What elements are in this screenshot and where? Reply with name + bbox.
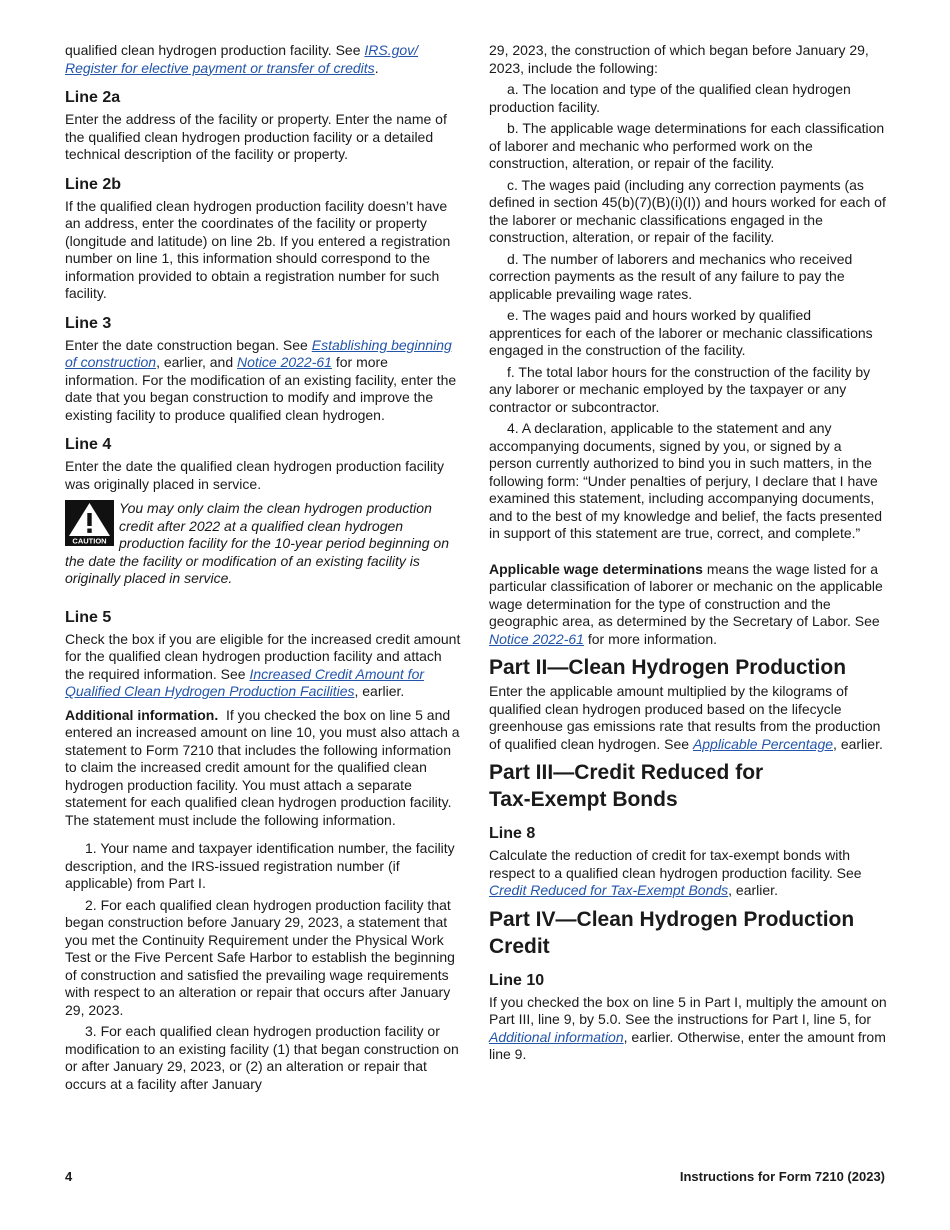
applicable-wage-determinations: Applicable wage determinations means the wage listed for a particular classification of laborer or mechanic on the applicable wage determination for the type of construction and the geographic area, as determined by the Secretary of Labor. See Notice 2022-61 for more information. [489, 560, 883, 647]
page-number: 4 [65, 1169, 73, 1184]
heading-part-4: Part IV—Clean Hydrogen Production Credit [489, 907, 855, 958]
line-2b-text: If the qualified clean hydrogen production facility doesn’t have an address, enter the coordinates of the facility or property (longitude and latitude) on line 2b. If you entered a registration number on line 1, this information should correspond to the information provided to obtain a registration number for such facility. [65, 197, 451, 301]
line-5-text: Check the box if you are eligible for the increased credit amount for the qualified clean hydrogen production facility and attach the required information. See Increased Credit Amount for Qualified Clean Hydrogen Production Facilities, earlier. [65, 630, 461, 699]
link-applicable-percentage[interactable]: Applicable Percentage [692, 735, 834, 752]
caution-note [65, 500, 463, 588]
list-item: 1. Your name and taxpayer identification number, the facility description, and the IRS-issued registration number (if applicable) from Part I. [65, 840, 455, 891]
sub-item-b: b. The applicable wage determinations for each classification of laborer and mechanic who performed work on the construction, alteration, or repair of the facility. [489, 120, 885, 171]
heading-line-4: Line 4 [65, 436, 112, 453]
line-2a-text: Enter the address of the facility or property. Enter the name of the qualified clean hydrogen production facility or a detailed technical description of the facility or property. [65, 111, 447, 162]
sub-item-d: d. The number of laborers and mechanics who received correction payments as the result of any failure to pay the applicable prevailing wage rates. [489, 250, 853, 302]
left-column [65, 42, 463, 1093]
link-notice-2022-61[interactable]: Notice 2022-61 [237, 354, 332, 370]
continuation-text: 29, 2023, the construction of which began before January 29, 2023, include the following: [489, 42, 869, 76]
heading-part-2: Part II—Clean Hydrogen Production [489, 656, 847, 679]
heading-line-10: Line 10 [489, 971, 545, 989]
heading-line-5: Line 5 [65, 608, 112, 626]
sub-item-f: f. The total labor hours for the construction of the facility by any laborer or mechanic employed by the taxpayer or any contractor or subcontractor. [489, 363, 871, 415]
link-notice-2022-61-wage[interactable]: Notice 2022-61 [489, 630, 584, 647]
caution-label: CAUTION [72, 536, 107, 546]
sub-item-a: a. The location and type of the qualified clean hydrogen production facility. [489, 81, 851, 115]
heading-part-3: Part III—Credit Reduced for Tax-Exempt Bonds [489, 761, 764, 811]
list-item-4: 4. A declaration, applicable to the statement and any accompanying documents, signed by you, or signed by a person currently authorized to bind you in such matters, in the following form: “Under penalties of perjury, I declare that I have examined this statement, including accompanying documents, and to the best of my knowledge and belief, the facts presented in support of this statement are true, correct, and complete.” [489, 420, 883, 541]
additional-information: Additional information. If you checked the box on line 5 and entered an increased amount on line 10, you must also attach a statement to Form 7210 that includes the following information to claim the increased credit amount for the qualified clean hydrogen production facility. You must attach a separate statement for each qualified clean hydrogen production facility. The statement must include the following information. [65, 706, 460, 828]
link-establishing-construction[interactable]: Establishing beginning of construction [65, 336, 452, 370]
caution-icon [65, 500, 114, 546]
part-2-text: Enter the applicable amount multiplied by the kilograms of qualified clean hydrogen produced based on the lifecycle greenhouse gas emissions rate that results from the production of qualified clean hydrogen. See Applicable Percentage, earlier. [489, 683, 883, 752]
link-register-elective-payment[interactable]: IRS.gov/ Register for elective payment or transfer of credits [65, 42, 419, 76]
sub-item-c: c. The wages paid (including any correction payments (as defined in section 45(b)(7)(B)(i)(I)) and hours worked for each of the laborer or mechanic classifications engaged in the construction, alteration, or repair of the facility. [489, 176, 886, 245]
right-column [489, 42, 887, 1064]
line-3-text: Enter the date construction began. See Establishing beginning of construction, earlier, and Notice 2022-61 for more information. For the modification of an existing facility, enter the date that you began construction to modify and improve the existing facility to produce qualified clean hydrogen. [65, 336, 457, 423]
line-4-text: Enter the date the qualified clean hydrogen production facility was originally placed in service. [65, 458, 445, 492]
heading-line-3: Line 3 [65, 314, 112, 332]
heading-line-2a: Line 2a [65, 89, 121, 106]
line-8-text: Calculate the reduction of credit for tax-exempt bonds with respect to a qualified clean hydrogen production facility. See Credit Reduced for Tax-Exempt Bonds, earlier. [489, 847, 862, 898]
caution-text: You may only claim the clean hydrogen production credit after 2022 at a qualified clean hydrogen production facility for the 10-year period beginning on the date the facility or modification of an existing facility is originally placed in service. [65, 500, 449, 586]
intro-paragraph: qualified clean hydrogen production facility. See IRS.gov/ Register for elective payment or transfer of credits. [65, 42, 419, 76]
link-additional-information[interactable]: Additional information [489, 1028, 624, 1045]
list-item: 3. For each qualified clean hydrogen production facility or modification to an existing facility (1) that began construction on or after January 29, 2023, or (2) an alteration or repair that occurs at a facility after January [65, 1023, 459, 1092]
link-increased-credit-amount[interactable]: Increased Credit Amount for Qualified Clean Hydrogen Production Facilities [65, 665, 425, 699]
link-credit-reduced-tax-exempt-bonds[interactable]: Credit Reduced for Tax-Exempt Bonds [489, 882, 729, 898]
heading-line-2b: Line 2b [65, 175, 122, 193]
list-item: 2. For each qualified clean hydrogen production facility that began construction before January 29, 2023, a statement that you met the Continuity Requirement under the Physical Work Test or the Five Percent Safe Harbor to establish the beginning of construction and satisfied the prevailing wage requirements with respect to an alteration or repair that occurs after January 29, 2023. [65, 896, 455, 1018]
heading-line-8: Line 8 [489, 825, 536, 842]
sub-item-e: e. The wages paid and hours worked by qualified apprentices for each of the laborer or mechanic classifications engaged in the construction of the facility. [489, 307, 873, 358]
footer-title: Instructions for Form 7210 (2023) [679, 1169, 885, 1184]
line-10-text: If you checked the box on line 5 in Part I, multiply the amount on Part III, line 9, by 5.0. See the instructions for Part I, line 5, for Additional information, earlier. Otherwise, enter the amount from line 9. [489, 993, 887, 1062]
